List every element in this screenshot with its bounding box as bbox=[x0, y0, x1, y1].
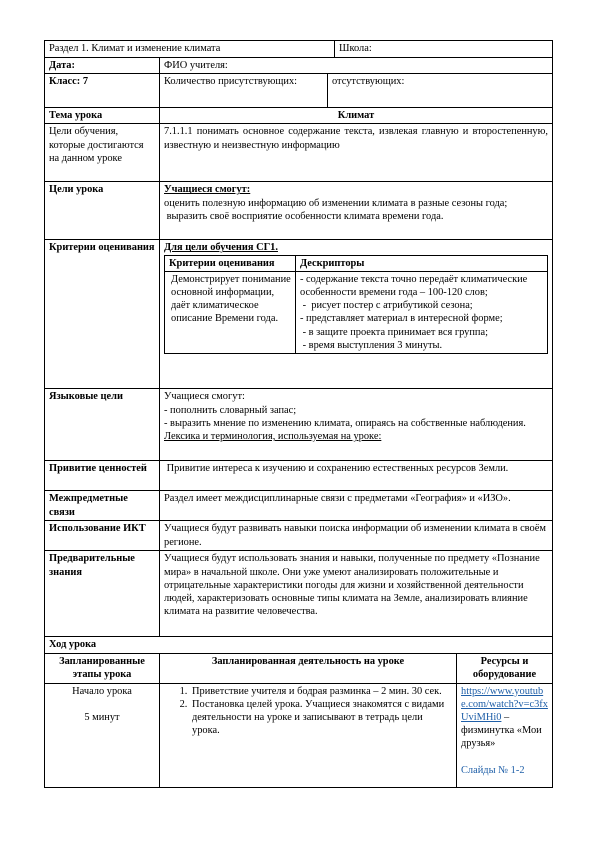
objectives-label: Цели обучения, которые достигаются на данном уроке bbox=[45, 124, 160, 182]
lesson-goals-line: оценить полезную информацию об изменении климата в разные сезоны года; bbox=[164, 197, 508, 209]
descriptor-item: - в защите проекта принимает вся группа; bbox=[300, 326, 488, 338]
values-label: Привитие ценностей bbox=[45, 461, 160, 491]
section-title: Раздел 1. Климат и изменение климата bbox=[45, 41, 335, 58]
slides-reference: Слайды № 1-2 bbox=[461, 764, 525, 776]
criteria-cell bbox=[160, 240, 553, 389]
language-goals-line: - пополнить словарный запас; bbox=[164, 404, 297, 416]
lesson-goals-line: выразить своё восприятие особенности климата времени года. bbox=[164, 210, 444, 222]
vocabulary-heading: Лексика и терминология, используемая на уроке: bbox=[164, 431, 382, 443]
school-label: Школа: bbox=[335, 41, 553, 58]
criteria-inner-table bbox=[164, 255, 548, 354]
interdisciplinary-value: Раздел имеет междисциплинарные связи с предметами «География» и «ИЗО». bbox=[160, 491, 553, 521]
criteria-heading: Для цели обучения СГ1. bbox=[164, 242, 278, 254]
criteria-label: Критерии оценивания bbox=[45, 240, 160, 389]
values-value: Привитие интереса к изучению и сохранению естественных ресурсов Земли. bbox=[160, 461, 553, 491]
descriptors-list bbox=[296, 271, 548, 353]
criterion-text: Демонстрирует понимание основной информации, даёт климатическое описание Времени года. bbox=[165, 271, 296, 353]
activities-cell bbox=[160, 683, 457, 787]
language-goals-line: - выразить мнение по изменению климата, опираясь на собственные наблюдения. bbox=[164, 417, 526, 429]
teacher-label: ФИО учителя: bbox=[160, 58, 553, 74]
lesson-goals-label: Цели урока bbox=[45, 182, 160, 240]
criteria-col-header: Критерии оценивания bbox=[165, 255, 296, 271]
stage-name: Начало урока bbox=[72, 685, 132, 697]
language-goals-line: Учащиеся смогут: bbox=[164, 391, 245, 403]
resources-cell bbox=[457, 683, 553, 787]
descriptors-col-header: Дескрипторы bbox=[296, 255, 548, 271]
lesson-goals-heading: Учащиеся смогут: bbox=[164, 184, 251, 196]
interdisciplinary-label: Межпредметные связи bbox=[45, 491, 160, 521]
language-goals-label: Языковые цели bbox=[45, 389, 160, 461]
absent-label: отсутствующих: bbox=[328, 74, 553, 108]
resource-note: – физминутка «Мои друзья» bbox=[461, 712, 542, 750]
resources-col-header: Ресурсы и оборудование bbox=[457, 653, 553, 683]
ict-value: Учащиеся будут развивать навыки поиска информации об изменении климата в своём регионе. bbox=[160, 521, 553, 551]
activities-list bbox=[164, 685, 452, 738]
stage-time: 5 минут bbox=[84, 711, 120, 723]
language-goals-cell bbox=[160, 389, 553, 461]
lesson-progress-title: Ход урока bbox=[45, 637, 553, 653]
ict-label: Использование ИКТ bbox=[45, 521, 160, 551]
video-link[interactable]: https://www.youtube.com/watch?v=c3fxUviMHi0 bbox=[461, 685, 548, 724]
lesson-plan-table bbox=[44, 40, 553, 788]
prior-knowledge-label: Предварительные знания bbox=[45, 551, 160, 637]
prior-knowledge-value: Учащиеся будут использовать знания и навыки, полученные по предмету «Познание мира» в начальной школе. Они уже умеют анализировать положительные и отрицательные характеристики погоды для жизни и хозяйственной деятельности людей, характеризовать основные типы климата на Земле, анализировать влияние климата на развитие человечества. bbox=[160, 551, 553, 637]
lesson-goals-cell bbox=[160, 182, 553, 240]
stage-cell bbox=[45, 683, 160, 787]
activity-item: 2. Постановка целей урока. Учащиеся знакомятся с видами деятельности на уроке и записывают в тетрадь цели урока. bbox=[190, 698, 452, 738]
topic-value: Климат bbox=[160, 108, 553, 124]
descriptor-item: - время выступления 3 минуты. bbox=[300, 339, 443, 351]
present-label: Количество присутствующих: bbox=[160, 74, 328, 108]
class-label: Класс: 7 bbox=[45, 74, 160, 108]
descriptor-item: - содержание текста точно передаёт климатические особенности времени года – 100-120 слов; bbox=[300, 273, 528, 299]
stages-col-header: Запланированные этапы урока bbox=[45, 653, 160, 683]
activities-col-header: Запланированная деятельность на уроке bbox=[160, 653, 457, 683]
activity-item: 1. Приветствие учителя и бодрая разминка – 2 мин. 30 сек. bbox=[190, 685, 452, 698]
descriptor-item: - рисует постер с атрибутикой сезона; bbox=[300, 300, 473, 312]
topic-label: Тема урока bbox=[45, 108, 160, 124]
objectives-value: 7.1.1.1 понимать основное содержание текста, извлекая главную и второстепенную, известную и неизвестную информацию bbox=[160, 124, 553, 182]
descriptor-item: - представляет материал в интересной форме; bbox=[300, 313, 503, 325]
date-label: Дата: bbox=[45, 58, 160, 74]
